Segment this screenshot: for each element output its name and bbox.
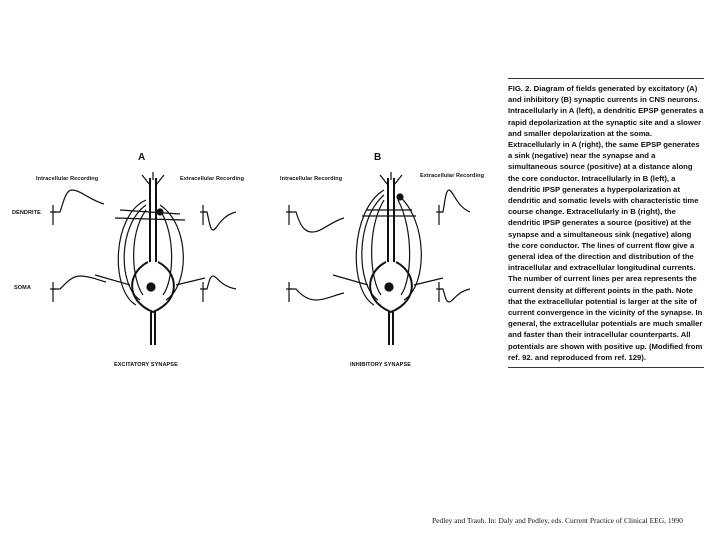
wave-a-extra-dendrite	[200, 205, 236, 230]
label-inhibitory-synapse: INHIBITORY SYNAPSE	[350, 362, 411, 368]
panel-b-label: B	[374, 152, 382, 163]
header-a-extracellular: Extracellular Recording	[180, 176, 245, 182]
wave-a-intra-dendrite	[50, 190, 104, 225]
wave-b-extra-dendrite	[436, 190, 470, 225]
figure-caption	[508, 78, 704, 368]
row-label-dendrite: DENDRITE	[12, 210, 41, 216]
label-excitatory-synapse: EXCITATORY SYNAPSE	[114, 362, 178, 368]
caption-bottom-rule	[508, 367, 704, 368]
caption-top-rule	[508, 78, 704, 79]
wave-a-extra-soma	[200, 276, 236, 302]
caption-text: Diagram of fields generated by excitatory (A) and inhibitory (B) synaptic currents in CNS neurons. Intracellularly in A (left), a dendritic EPSP generates a rapid depolarization at the synaptic site and a slower and smaller depolarization at the soma. Extracellularly in A (right), the same EPSP generates a sink (negative) near the synapse and a simultaneous source (positive) at a distance along the core conductor. Intracellularly in B (left), a dendritic IPSP generates a hyperpolarization at dendritic and somatic levels with characteristic time course change. Extracellularly in B (right), the dendritic IPSP generates a source (positive) at the synapse and a simultaneous sink (negative) along the core conductor. The lines of current flow give a general idea of the direction and distribution of the intracellular and extracellular longitudinal currents. The number of current lines per area represents the current density at different points in the path. Note that the extracellular potential is larger at the site of current convergence in the vicinity of the synapse. In general, the extracellular potentials are much smaller and faster than their intracellular counterparts. All potentials are shown with positive up. (Modified from ref. 92. and reproduced from ref. 129).	[508, 84, 704, 362]
header-b-extracellular: Extracellular Recording	[420, 173, 485, 179]
header-a-intracellular: Intracellular Recording	[36, 176, 99, 182]
wave-b-extra-soma	[436, 282, 470, 302]
neuron-b	[333, 172, 443, 345]
wave-b-intra-soma	[286, 282, 344, 302]
wave-b-intra-dendrite	[286, 205, 344, 232]
citation: Pedley and Traub. In: Daly and Pedley, eds. Current Practice of Clinical EEG, 1990	[432, 516, 683, 525]
header-b-intracellular: Intracellular Recording	[280, 176, 343, 182]
caption-fig-label: FIG. 2.	[508, 84, 532, 93]
wave-a-intra-soma	[50, 276, 106, 302]
neuron-a	[95, 172, 205, 345]
row-label-soma: SOMA	[14, 285, 31, 291]
panel-a-label: A	[138, 152, 146, 163]
